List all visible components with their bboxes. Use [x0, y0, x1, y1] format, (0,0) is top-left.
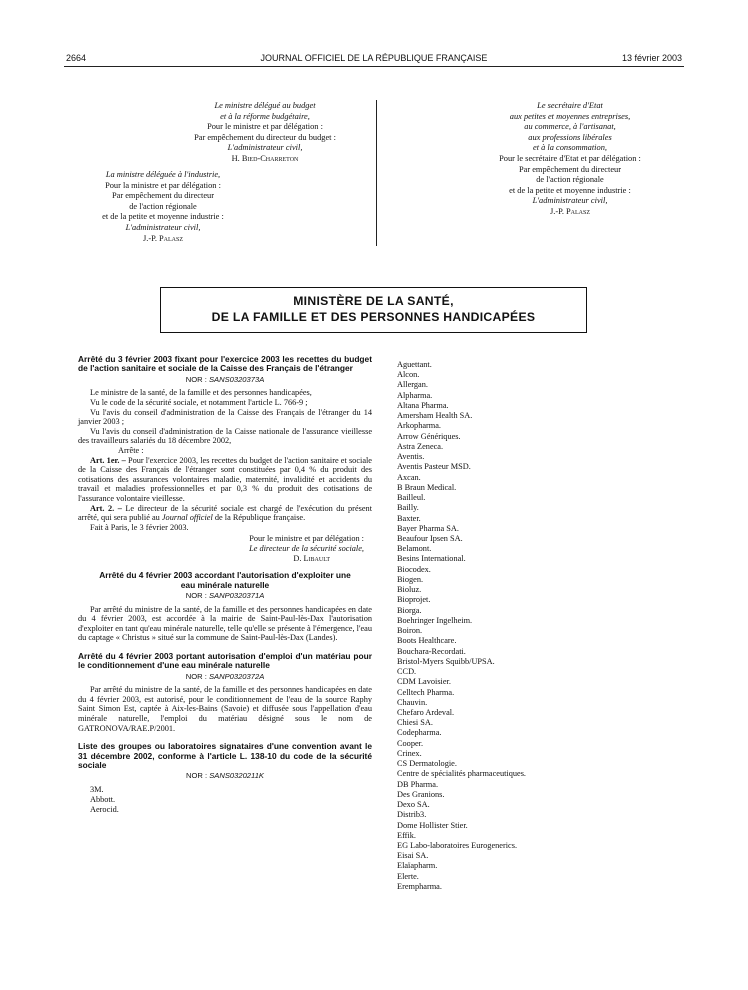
- list-item: Erempharma.: [397, 881, 442, 891]
- list-item: Chiesi SA.: [397, 718, 433, 728]
- signature-block-secretaire: [470, 101, 670, 218]
- signature-line: et à la consommation,: [533, 143, 607, 153]
- arrete1-article1: [78, 456, 372, 504]
- ministry-line-2: DE LA FAMILLE ET DES PERSONNES HANDICAPÉES: [211, 310, 536, 324]
- list-item: Dexo SA.: [397, 800, 430, 810]
- signature-line: Par empêchement du directeur du budget :: [194, 132, 336, 142]
- laboratory-list-right: [397, 360, 687, 892]
- list-item: Cooper.: [397, 738, 424, 748]
- nor-label: NOR :: [186, 771, 210, 781]
- article-text: Le directeur de la sécurité sociale est chargé de l'exécution du présent arrêté, qui sera publié au: [78, 503, 372, 523]
- list-item: Abbott.: [90, 795, 116, 805]
- signature-line: Pour le ministre et par délégation :: [249, 534, 364, 544]
- list-item: CS Dermatologie.: [397, 759, 457, 769]
- arrete3-p1: Par arrêté du ministre de la santé, de la famille et des personnes handicapées en date du 4 février 2003, est autorisé, pour le conditionnement de l'eau de la source Raphy Saint Simon Est, captée à Aix-les-Bains (Savoie) et diffusée sous l'appellation d'eau minérale naturelle, l'emploi du matériau désigné sous le nom de GATRONOVA/RAE.P/2001.: [78, 685, 372, 733]
- arrete2-p1: Par arrêté du ministre de la santé, de la famille et des personnes handicapées en date du 4 février 2003, est accordée à la mairie de Saint-Paul-lès-Dax l'autorisation d'exploiter en tant qu'eau minérale naturelle, telle qu'elle se présente à l'émergence, l'eau du captage « Christus » situé sur la commune de Saint-Paul-lès-Dax (Landes).: [78, 604, 372, 643]
- issue-date: 13 février 2003: [621, 53, 682, 63]
- signature-line: H. Bied-Charreton: [231, 153, 299, 163]
- list-item: Boots Healthcare.: [397, 636, 457, 646]
- list-item: Altana Pharma.: [397, 400, 449, 410]
- list-item: Biorga.: [397, 605, 422, 615]
- signature-line: et à la réforme budgétaire,: [220, 111, 310, 121]
- list-item: Eisai SA.: [397, 851, 429, 861]
- signature-line: J.-P. Palasz: [142, 233, 184, 243]
- arrete2-title: Arrêté du 4 février 2003 accordant l'autorisation d'exploiter une eau minérale naturelle: [99, 570, 351, 590]
- list-item: Besins International.: [397, 554, 466, 564]
- signature-line: et de la petite et moyenne industrie :: [102, 212, 224, 222]
- list-item: Chefaro Ardeval.: [397, 707, 455, 717]
- list-item: Aventis.: [397, 452, 425, 462]
- signature-line: Le secrétaire d'Etat: [537, 101, 603, 110]
- signature-line: et de la petite et moyenne industrie :: [509, 185, 631, 195]
- signature-line: aux professions libérales: [528, 132, 612, 142]
- arrete3-nor: [78, 672, 372, 682]
- list-item: Axcan.: [397, 472, 421, 482]
- page-number: 2664: [66, 53, 87, 63]
- arrete1-p2: Vu le code de la sécurité sociale, et notamment l'article L. 766-9 ;: [90, 398, 308, 407]
- signature-line: Le ministre délégué au budget: [214, 101, 316, 110]
- arrete1-signature: [78, 534, 372, 563]
- list-item: Effik.: [397, 830, 416, 840]
- list-item: DB Pharma.: [397, 779, 439, 789]
- list-item: Alcon.: [397, 370, 420, 380]
- list-item: Alpharma.: [397, 390, 433, 400]
- list-item: CDM Lavoisier.: [397, 677, 451, 687]
- nor-label: NOR :: [185, 590, 209, 600]
- liste-nor: [78, 771, 372, 781]
- list-item: Astra Zeneca.: [397, 441, 444, 451]
- list-item: B Braun Medical.: [397, 482, 457, 492]
- list-item: Dome Hollister Stier.: [397, 820, 468, 830]
- signature-line: Par empêchement du directeur: [518, 164, 622, 174]
- list-item: Amersham Health SA.: [397, 411, 473, 421]
- ministry-line-1: MINISTÈRE DE LA SANTÉ,: [293, 294, 454, 308]
- article-text: de la République française.: [212, 513, 306, 523]
- column-divider: [376, 100, 377, 246]
- nor-label: NOR :: [185, 671, 209, 681]
- laboratory-list-left: [78, 785, 372, 816]
- list-item: Crinex.: [397, 748, 422, 758]
- list-item: Arkopharma.: [397, 421, 442, 431]
- nor-code: SANP0320371A: [208, 590, 265, 600]
- ministry-heading: [160, 287, 587, 333]
- nor-code: SANS0320373A: [208, 374, 265, 384]
- list-item: Bailleul.: [397, 493, 426, 503]
- journal-title: JOURNAL OFFICIEL DE LA RÉPUBLIQUE FRANÇAISE: [260, 53, 488, 63]
- nor-label: NOR :: [185, 374, 209, 384]
- liste-title: Liste des groupes ou laboratoires signataires d'une convention avant le 31 décembre 2002, conforme à l'article L. 138-10 du code de la sécurité sociale: [78, 741, 372, 771]
- signature-title: Le directeur de la sécurité sociale,: [249, 543, 364, 553]
- arrete1-article2: [78, 504, 372, 523]
- arrete1-p3: Vu l'avis du conseil d'administration de la Caisse des Français de l'étranger du 14 janvier 2003 ;: [78, 407, 372, 427]
- arrete3-title: Arrêté du 4 février 2003 portant autorisation d'emploi d'un matériau pour le conditionnement d'une eau minérale naturelle: [78, 650, 372, 671]
- signature-line: au commerce, à l'artisanat,: [524, 122, 616, 132]
- list-item: 3M.: [90, 785, 104, 795]
- arrete1-nor: [78, 375, 372, 385]
- header-rule: [64, 66, 684, 67]
- list-item: Biogen.: [397, 574, 424, 584]
- list-item: Bioprojet.: [397, 595, 431, 605]
- list-item: Boehringer Ingelheim.: [397, 615, 473, 625]
- list-item: Beaufour Ipsen SA.: [397, 533, 463, 543]
- journal-reference: Journal officiel: [161, 513, 213, 523]
- article-label: Art. 1er. –: [90, 455, 126, 465]
- signature-line: Pour la ministre et par délégation :: [105, 180, 221, 190]
- article-text: Pour l'exercice 2003, les recettes du budget de l'action sanitaire et sociale de la Caisse des Français de l'étranger sont constituées par 0,4 % du produit des cotisations des assurances volontaires maladie, maternité, invalidité et accidents du travail et maladies professionnelles et par 0,3 % du produit des cotisations de l'assurance volontaire vieillesse.: [78, 455, 372, 503]
- signature-block-industrie: [78, 170, 248, 244]
- nor-code: SANP0320372A: [208, 671, 265, 681]
- list-item: Bayer Pharma SA.: [397, 523, 459, 533]
- list-item: Biocodex.: [397, 564, 431, 574]
- signature-line: Pour le ministre et par délégation :: [207, 122, 323, 132]
- list-item: Bailly.: [397, 503, 419, 513]
- list-item: Allergan.: [397, 380, 428, 390]
- list-item: Aventis Pasteur MSD.: [397, 462, 471, 472]
- list-item: Bristol-Myers Squibb/UPSA.: [397, 656, 495, 666]
- arrete1-fait: Fait à Paris, le 3 février 2003.: [90, 522, 189, 532]
- list-item: Aguettant.: [397, 360, 432, 369]
- list-item: Arrow Génériques.: [397, 431, 461, 441]
- signature-line: aux petites et moyennes entreprises,: [509, 111, 631, 121]
- left-column: [78, 355, 372, 816]
- list-item: Codepharma.: [397, 728, 442, 738]
- arrete2-nor: [78, 591, 372, 601]
- signature-block-budget: [185, 101, 345, 165]
- list-item: Bioluz.: [397, 585, 422, 595]
- list-item: Aerocid.: [90, 805, 119, 815]
- signature-line: L'administrateur civil,: [227, 143, 303, 153]
- list-item: Boiron.: [397, 626, 423, 636]
- signature-line: L'administrateur civil,: [125, 222, 201, 232]
- list-item: Celltech Pharma.: [397, 687, 455, 697]
- arrete1-title: Arrêté du 3 février 2003 fixant pour l'exercice 2003 les recettes du budget de l'action sanitaire et sociale de la Caisse des Français de l'étranger: [78, 354, 372, 374]
- list-item: Des Granions.: [397, 789, 445, 799]
- signature-line: La ministre déléguée à l'industrie,: [105, 170, 221, 179]
- signature-line: J.-P. Palasz: [549, 206, 591, 216]
- list-item: Centre de spécialités pharmaceutiques.: [397, 769, 527, 779]
- signature-name: D. Libault: [293, 553, 330, 563]
- nor-code: SANS0320211K: [209, 771, 264, 781]
- list-item: EG Labo-laboratoires Eurogenerics.: [397, 841, 518, 851]
- arrete1-arrete: Arrête :: [118, 445, 144, 455]
- signature-line: Pour le secrétaire d'Etat et par délégation :: [499, 153, 641, 163]
- list-item: CCD.: [397, 667, 417, 677]
- signature-line: de l'action régionale: [536, 175, 604, 185]
- list-item: Baxter.: [397, 513, 421, 523]
- list-item: Distrib3.: [397, 810, 427, 820]
- signature-line: L'administrateur civil,: [532, 196, 608, 206]
- list-item: Chauvin.: [397, 697, 428, 707]
- list-item: Belamont.: [397, 544, 432, 554]
- list-item: Elerte.: [397, 871, 419, 881]
- list-item: Elaïapharm.: [397, 861, 438, 871]
- signature-line: de l'action régionale: [129, 201, 197, 211]
- article-label: Art. 2. –: [90, 503, 122, 513]
- arrete1-p4: Vu l'avis du conseil d'administration de la Caisse nationale de l'assurance vieillesse des travailleurs salariés du 18 décembre 2002,: [78, 426, 372, 446]
- signature-line: Par empêchement du directeur: [111, 191, 215, 201]
- arrete1-p1: Le ministre de la santé, de la famille et des personnes handicapées,: [90, 388, 312, 398]
- list-item: Bouchara-Recordati.: [397, 646, 466, 656]
